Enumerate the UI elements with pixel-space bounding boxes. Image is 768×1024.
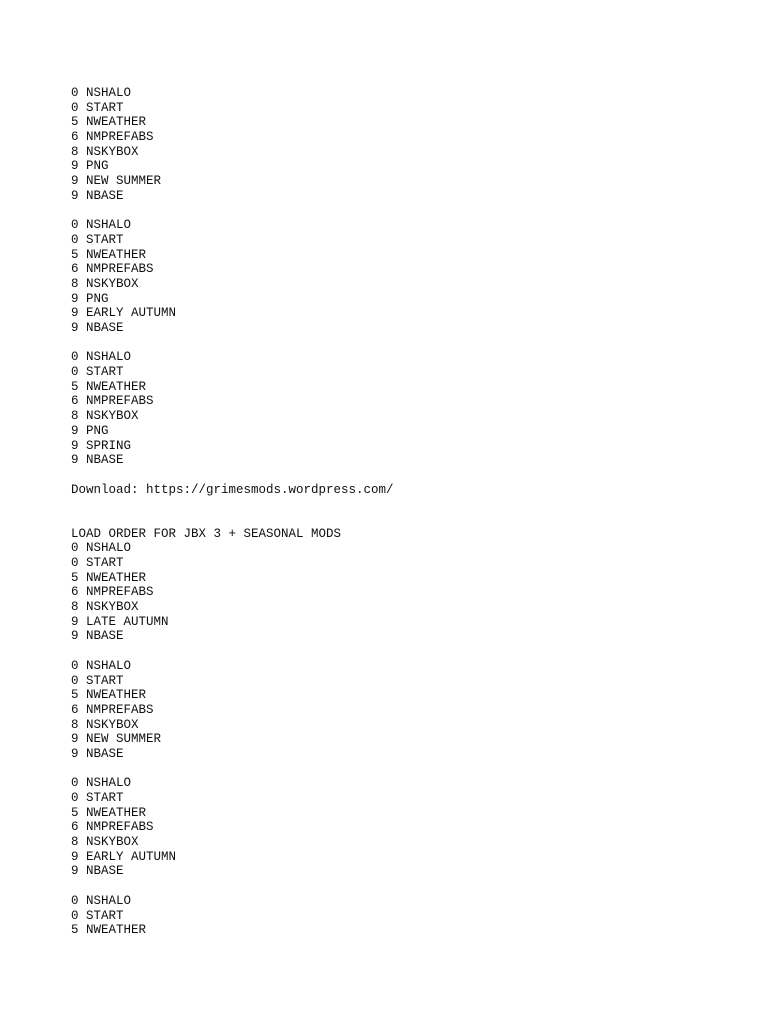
load-order-line: 6 NMPREFABS: [71, 262, 154, 277]
load-order-block-4: [71, 541, 768, 644]
load-order-line: 5 NWEATHER: [71, 923, 147, 938]
load-order-line: 5 NWEATHER: [71, 379, 147, 394]
load-order-line: 5 NWEATHER: [71, 247, 147, 262]
load-order-line: 9 NEW SUMMER: [71, 174, 162, 189]
blank-line: [71, 644, 768, 659]
load-order-line: 6 NMPREFABS: [71, 394, 154, 409]
load-order-line: 0 START: [71, 908, 124, 923]
load-order-line: 9 EARLY AUTUMN: [71, 849, 177, 864]
download-link-line: Download: https://grimesmods.wordpress.com/: [71, 482, 394, 497]
load-order-line: 0 NSHALO: [71, 218, 132, 233]
load-order-line: 8 NSKYBOX: [71, 717, 139, 732]
load-order-line: 0 NSHALO: [71, 350, 132, 365]
load-order-block-1: [71, 86, 768, 204]
load-order-line: 9 NBASE: [71, 453, 124, 468]
load-order-block-7: [71, 894, 768, 938]
load-order-line: 8 NSKYBOX: [71, 600, 139, 615]
load-order-line: 8 NSKYBOX: [71, 835, 139, 850]
load-order-line: 0 START: [71, 232, 124, 247]
load-order-block-6: [71, 776, 768, 879]
load-order-line: 6 NMPREFABS: [71, 820, 154, 835]
load-order-line: 8 NSKYBOX: [71, 409, 139, 424]
load-order-line: 9 NBASE: [71, 321, 124, 335]
load-order-block-2: [71, 218, 768, 336]
load-order-line: 0 START: [71, 791, 124, 806]
load-order-line: 9 SPRING: [71, 438, 132, 453]
load-order-line: 9 PNG: [71, 423, 109, 438]
blank-line: [71, 204, 768, 219]
load-order-line: 9 PNG: [71, 291, 109, 306]
load-order-line: 9 EARLY AUTUMN: [71, 306, 177, 321]
load-order-line: 6 NMPREFABS: [71, 585, 154, 600]
load-order-line: 9 NBASE: [71, 746, 124, 761]
load-order-line: 6 NMPREFABS: [71, 702, 154, 717]
load-order-line: 0 NSHALO: [71, 541, 132, 556]
load-order-line: 5 NWEATHER: [71, 688, 147, 703]
load-order-line: 0 START: [71, 673, 124, 688]
load-order-line: 0 START: [71, 100, 124, 115]
load-order-line: 9 PNG: [71, 159, 109, 174]
section-title: LOAD ORDER FOR JBX 3 + SEASONAL MODS: [71, 526, 342, 541]
load-order-line: 5 NWEATHER: [71, 805, 147, 820]
load-order-line: 0 START: [71, 365, 124, 380]
load-order-line: 8 NSKYBOX: [71, 276, 139, 291]
load-order-line: 0 NSHALO: [71, 893, 132, 908]
load-order-line: 0 START: [71, 556, 124, 571]
blank-line: [71, 336, 768, 351]
load-order-line: 9 LATE AUTUMN: [71, 614, 169, 629]
load-order-line: 0 NSHALO: [71, 658, 132, 673]
load-order-line: 5 NWEATHER: [71, 115, 147, 130]
load-order-line: 6 NMPREFABS: [71, 130, 154, 145]
load-order-line: 5 NWEATHER: [71, 570, 147, 585]
load-order-line: 8 NSKYBOX: [71, 144, 139, 159]
load-order-line: 9 NBASE: [71, 188, 124, 203]
load-order-block-5: [71, 659, 768, 762]
blank-line: [71, 762, 768, 777]
load-order-line: 0 NSHALO: [71, 86, 132, 100]
load-order-block-3: [71, 350, 768, 468]
blank-line: [71, 497, 768, 526]
load-order-line: 0 NSHALO: [71, 776, 132, 791]
blank-line: [71, 468, 768, 483]
blank-line: [71, 879, 768, 894]
load-order-line: 9 NEW SUMMER: [71, 732, 162, 747]
load-order-line: 9 NBASE: [71, 629, 124, 644]
load-order-line: 9 NBASE: [71, 864, 124, 879]
